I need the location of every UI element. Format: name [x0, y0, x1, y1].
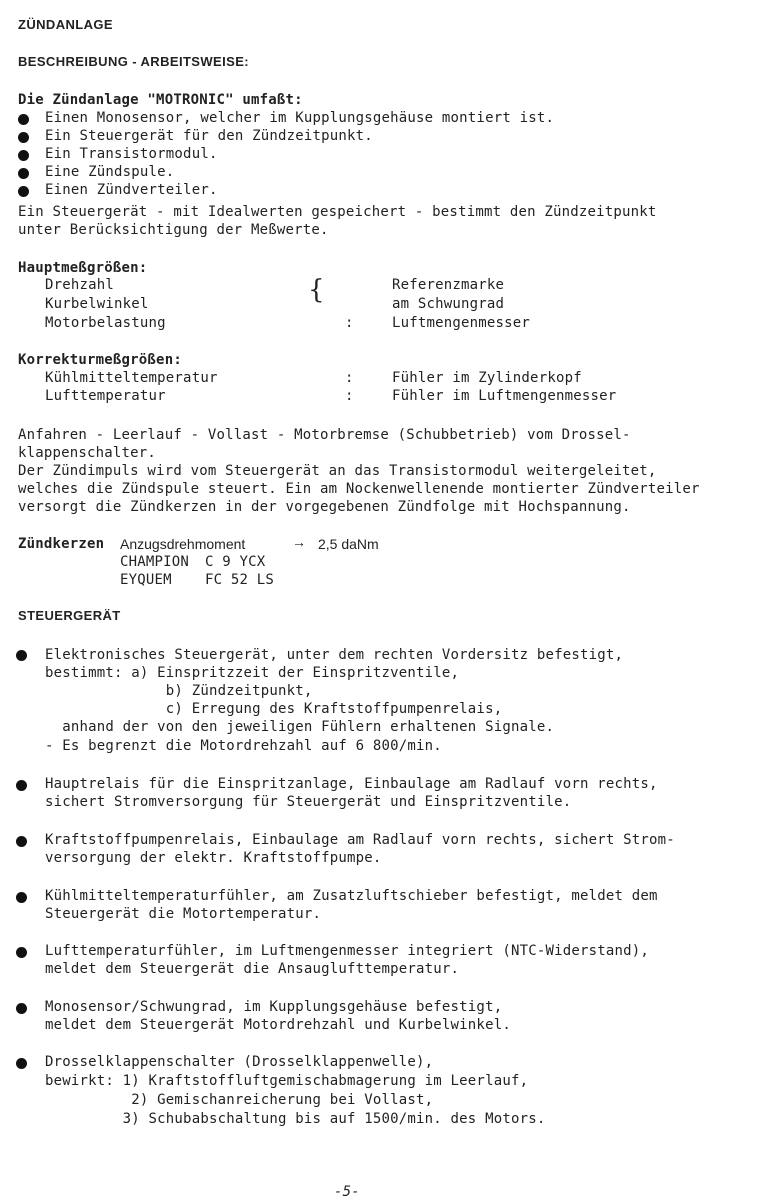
- component-item: Ein Steuergerät für den Zündzeitpunkt.: [45, 128, 373, 144]
- item-line: bewirkt: 1) Kraftstoffluftgemischabmagerung im Leerlauf,: [45, 1073, 529, 1089]
- measure-separator: :: [345, 388, 354, 404]
- plug-type: FC 52 LS: [205, 572, 275, 588]
- measure-label: Lufttemperatur: [45, 388, 166, 404]
- item-line: bestimmt: a) Einspritzzeit der Einspritzventile,: [45, 665, 460, 681]
- arrow-icon: →: [292, 534, 306, 550]
- component-item: Ein Transistormodul.: [45, 146, 218, 162]
- item-line: - Es begrenzt die Motordrehzahl auf 6 800/min.: [45, 738, 442, 754]
- bullet-icon: [16, 1058, 27, 1069]
- item-line: versorgung der elektr. Kraftstoffpumpe.: [45, 850, 382, 866]
- paragraph-line: Der Zündimpuls wird vom Steuergerät an das Transistormodul weitergeleitet,: [18, 463, 657, 479]
- item-line: meldet dem Steuergerät die Ansauglufttemperatur.: [45, 961, 460, 977]
- item-line: Kühlmitteltemperaturfühler, am Zusatzluftschieber befestigt, meldet dem: [45, 888, 658, 904]
- measure-value: Fühler im Zylinderkopf: [392, 370, 582, 386]
- brace-icon: {: [308, 275, 325, 305]
- bullet-icon: [18, 132, 29, 143]
- bullet-icon: [16, 650, 27, 661]
- bullet-icon: [16, 947, 27, 958]
- measure-value: Referenzmarke: [392, 277, 505, 293]
- measure-value: Fühler im Luftmengenmesser: [392, 388, 617, 404]
- bullet-icon: [16, 780, 27, 791]
- paragraph-line: klappenschalter.: [18, 445, 157, 461]
- item-line: sichert Stromversorgung für Steuergerät und Einspritzventile.: [45, 794, 572, 810]
- section-heading-steuergeraet: STEUERGERÄT: [18, 608, 121, 623]
- measure-label: Drehzahl: [45, 277, 115, 293]
- plug-brand: EYQUEM: [120, 572, 172, 588]
- page-number: -5-: [334, 1184, 360, 1200]
- intro-heading: Die Zündanlage "MOTRONIC" umfaßt:: [18, 92, 303, 108]
- zuendkerzen-heading: Zündkerzen: [18, 536, 105, 552]
- item-line: Elektronisches Steuergerät, unter dem rechten Vordersitz befestigt,: [45, 647, 624, 663]
- plug-type: C 9 YCX: [205, 554, 266, 570]
- measure-label: Motorbelastung: [45, 315, 166, 331]
- document-title: ZÜNDANLAGE: [18, 17, 113, 32]
- measure-separator: :: [345, 315, 354, 331]
- bullet-icon: [16, 836, 27, 847]
- haupt-heading: Hauptmeßgrößen:: [18, 260, 148, 276]
- measure-value: Luftmengenmesser: [392, 315, 531, 331]
- bullet-icon: [18, 150, 29, 161]
- item-line: meldet dem Steuergerät Motordrehzahl und Kurbelwinkel.: [45, 1017, 511, 1033]
- item-line: Hauptrelais für die Einspritzanlage, Einbaulage am Radlauf vorn rechts,: [45, 776, 658, 792]
- component-item: Eine Zündspule.: [45, 164, 175, 180]
- paragraph-line: versorgt die Zündkerzen in der vorgegebenen Zündfolge mit Hochspannung.: [18, 499, 631, 515]
- bullet-icon: [18, 114, 29, 125]
- item-line: Steuergerät die Motortemperatur.: [45, 906, 322, 922]
- item-line: 2) Gemischanreicherung bei Vollast,: [45, 1092, 434, 1108]
- paragraph-line: Anfahren - Leerlauf - Vollast - Motorbremse (Schubbetrieb) vom Drossel-: [18, 427, 631, 443]
- item-line: Kraftstoffpumpenrelais, Einbaulage am Radlauf vorn rechts, sichert Strom-: [45, 832, 675, 848]
- item-line: anhand der von den jeweiligen Fühlern erhaltenen Signale.: [45, 719, 555, 735]
- torque-value: 2,5 daNm: [318, 536, 379, 552]
- korrektur-heading: Korrekturmeßgrößen:: [18, 352, 182, 368]
- measure-separator: :: [345, 370, 354, 386]
- bullet-icon: [16, 892, 27, 903]
- paragraph-line: Ein Steuergerät - mit Idealwerten gespeichert - bestimmt den Zündzeitpunkt: [18, 204, 657, 220]
- measure-label: Kühlmitteltemperatur: [45, 370, 218, 386]
- bullet-icon: [18, 186, 29, 197]
- item-line: Drosselklappenschalter (Drosselklappenwelle),: [45, 1054, 434, 1070]
- measure-label: Kurbelwinkel: [45, 296, 149, 312]
- item-line: Lufttemperaturfühler, im Luftmengenmesser integriert (NTC-Widerstand),: [45, 943, 650, 959]
- torque-label: Anzugsdrehmoment: [120, 536, 246, 552]
- component-item: Einen Monosensor, welcher im Kupplungsgehäuse montiert ist.: [45, 110, 555, 126]
- item-line: Monosensor/Schwungrad, im Kupplungsgehäuse befestigt,: [45, 999, 503, 1015]
- item-line: b) Zündzeitpunkt,: [45, 683, 313, 699]
- section-heading-beschreibung: BESCHREIBUNG - ARBEITSWEISE:: [18, 54, 250, 69]
- plug-brand: CHAMPION: [120, 554, 190, 570]
- paragraph-line: unter Berücksichtigung der Meßwerte.: [18, 222, 329, 238]
- item-line: c) Erregung des Kraftstoffpumpenrelais,: [45, 701, 503, 717]
- item-line: 3) Schubabschaltung bis auf 1500/min. des Motors.: [45, 1111, 546, 1127]
- bullet-icon: [16, 1003, 27, 1014]
- component-item: Einen Zündverteiler.: [45, 182, 218, 198]
- measure-value: am Schwungrad: [392, 296, 505, 312]
- paragraph-line: welches die Zündspule steuert. Ein am Nockenwellenende montierter Zündverteiler: [18, 481, 700, 497]
- bullet-icon: [18, 168, 29, 179]
